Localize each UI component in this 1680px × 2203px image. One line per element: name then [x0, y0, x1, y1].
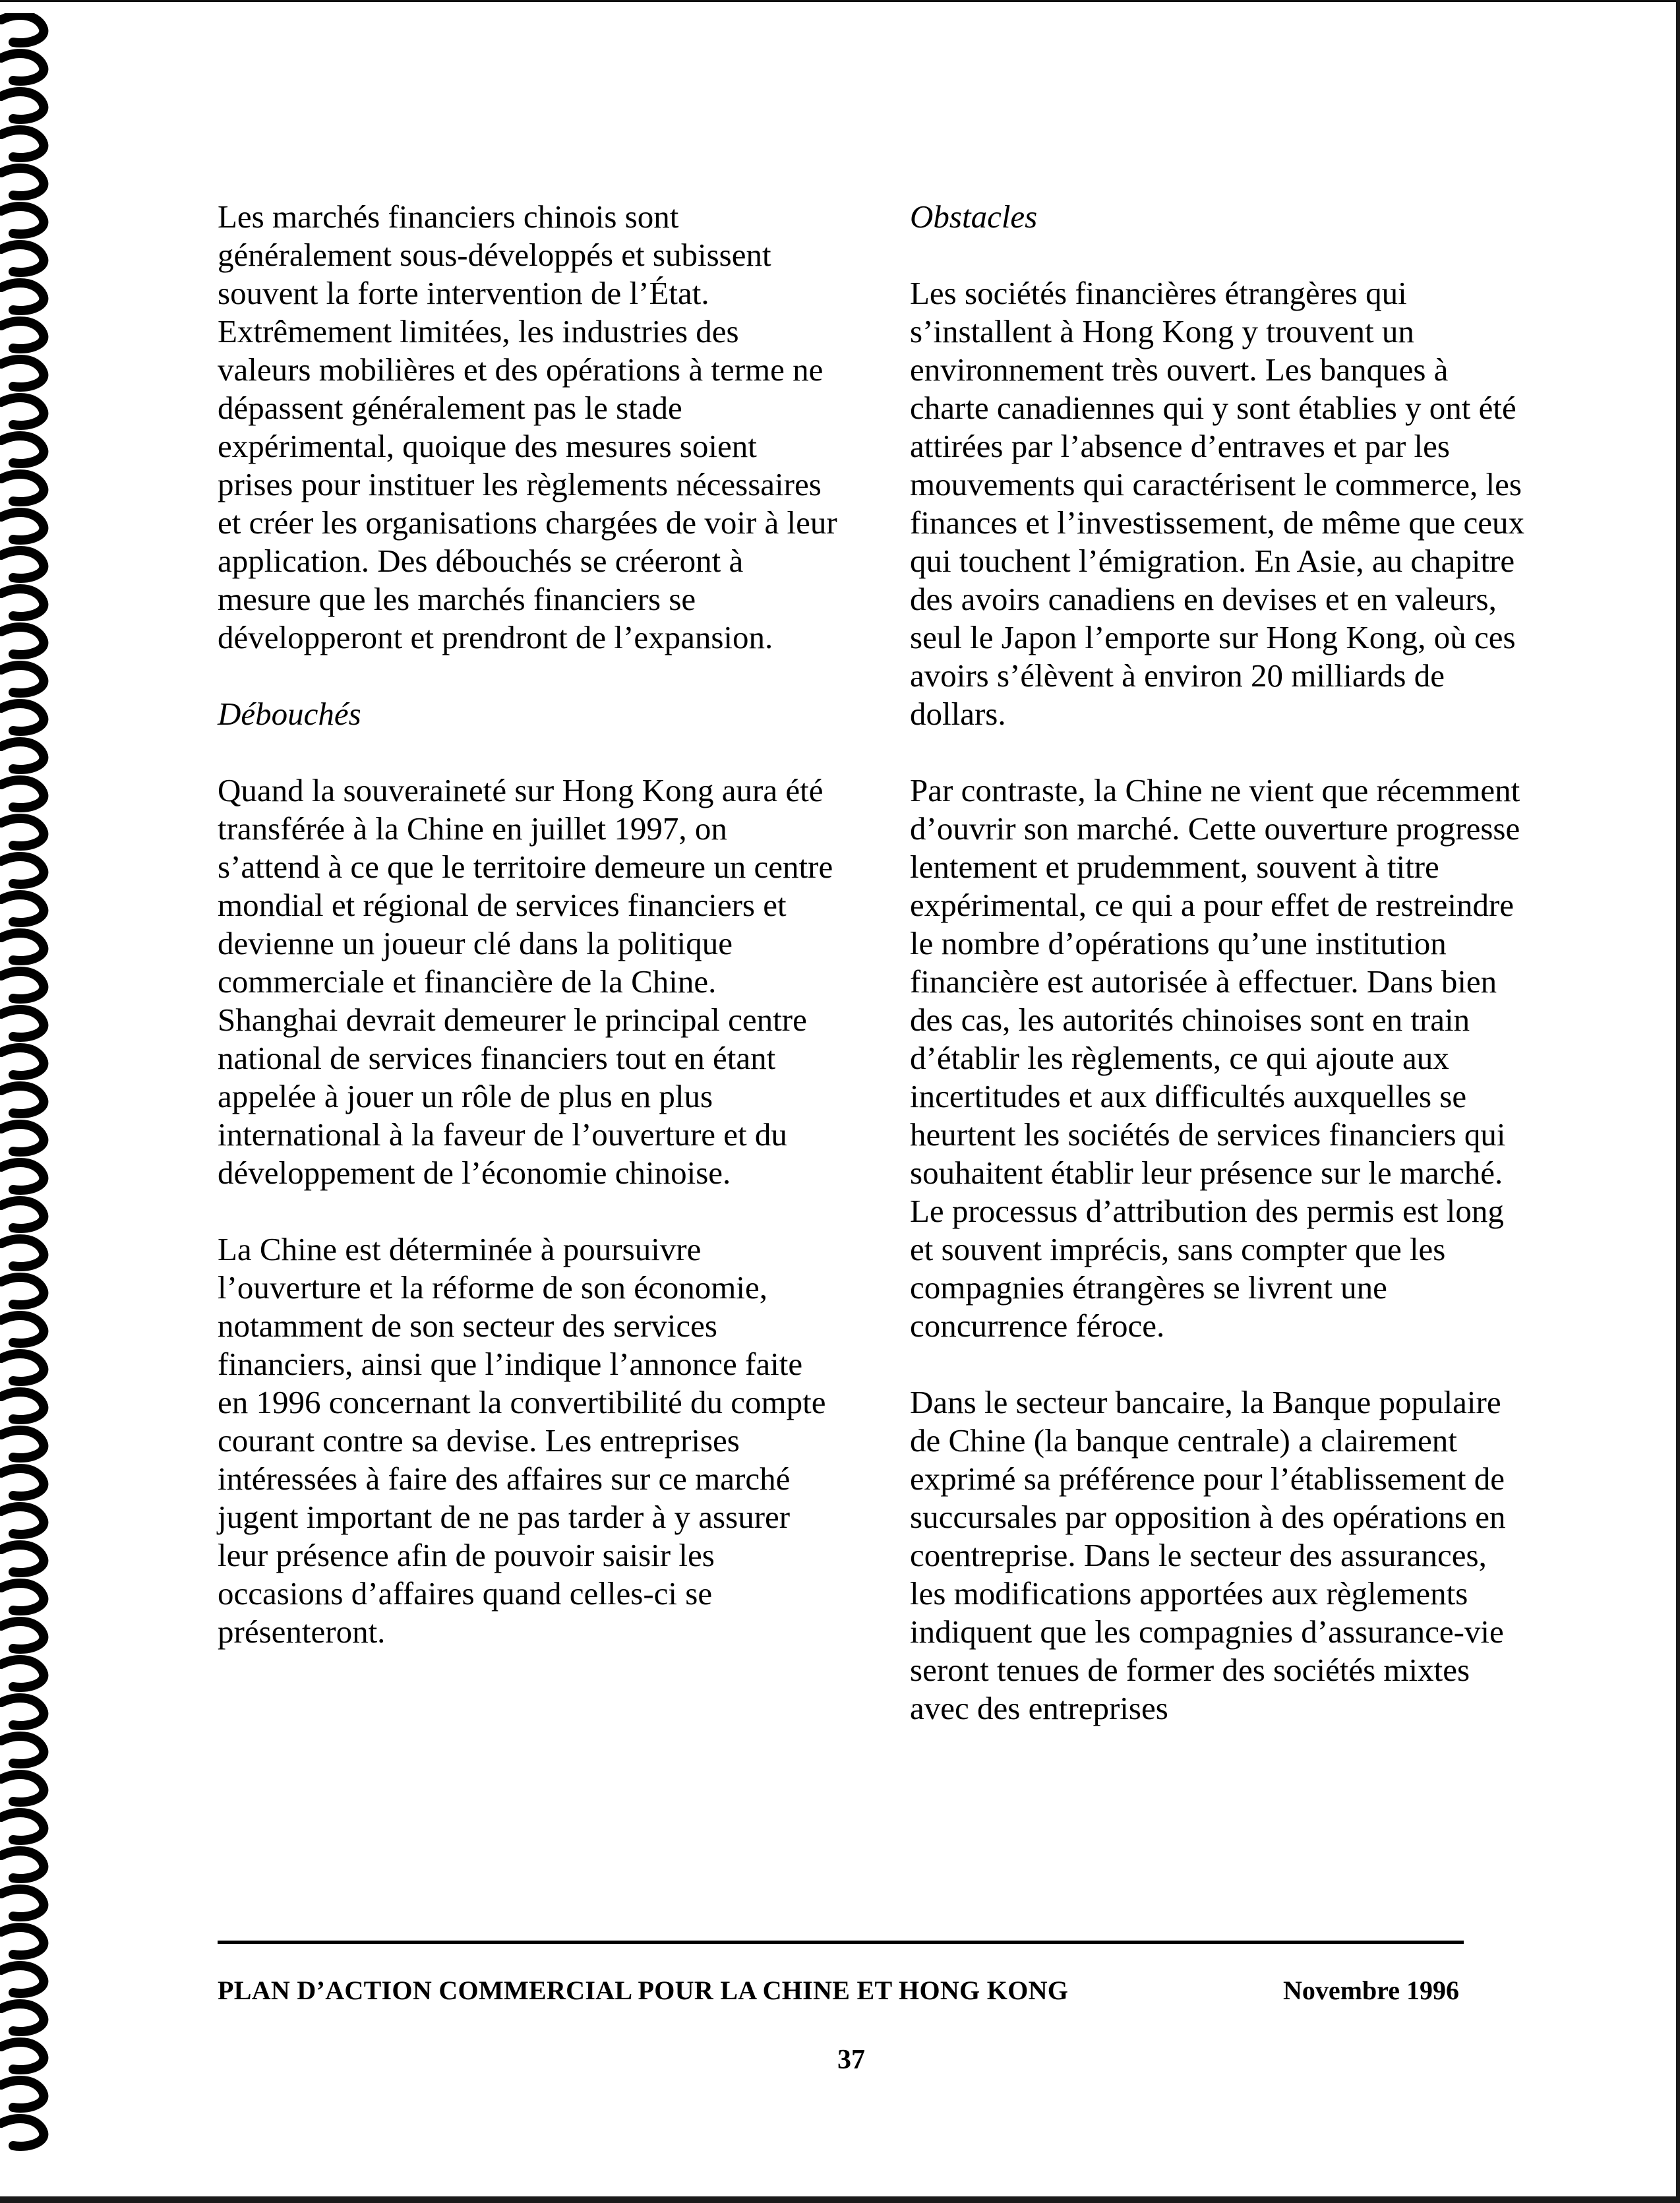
- paragraph-souverainete: Quand la souveraineté sur Hong Kong aura été transférée à la Chine en juillet 1997, on s’attend à ce que le territoire demeure un centre mondial et régional de services financiers et devienne un joueur clé dans la politique commerciale et financière de la Chine. Shanghai devrait demeurer le principal centre national de services financiers tout en étant appelée à jouer un rôle de plus en plus international à la faveur de l’ouverture et du développement de l’économie chinoise.: [218, 772, 833, 1191]
- binding-coil: [1, 130, 44, 158]
- paragraph-secteur-bancaire: Dans le secteur bancaire, la Banque populaire de Chine (la banque centrale) a clairement exprimé sa préférence pour l’établissement de succursales par opposition à des opérations en coentreprise. Dans le secteur des assurances, les modifications apportées aux règlements indiquent que les compagnies d’assurance-vie seront tenues de former des sociétés mixtes avec des entreprises: [910, 1384, 1506, 1726]
- binding-coil: [1, 1813, 44, 1840]
- binding-coil: [1, 1354, 44, 1381]
- binding-hole: [23, 1019, 30, 1025]
- binding-hole: [23, 2013, 30, 2020]
- binding-hole: [23, 1172, 30, 1178]
- binding-hole: [23, 483, 30, 490]
- binding-hole: [23, 1439, 30, 1446]
- binding-hole: [23, 828, 30, 834]
- binding-hole: [23, 1822, 30, 1828]
- binding-coil: [1, 283, 44, 311]
- page-top-edge: [0, 0, 1680, 9]
- spiral-binding-icon: [0, 13, 53, 2189]
- binding-hole: [23, 1975, 30, 1981]
- binding-coil: [1, 704, 44, 731]
- paragraph-societes-financieres: Les sociétés financières étrangères qui s’installent à Hong Kong y trouvent un environnement très ouvert. Les banques à charte canadiennes qui y sont établies y ont été attirées par l’absence d’entraves et par les mouvements qui caractérisent le commerce, les finances et l’investissement, de même que ceux qui touchent l’émigration. En Asie, au chapitre des avoirs canadiens en devises et en valeurs, seul le Japon l’emporte sur Hong Kong, où ces avoirs s’élèvent à environ 20 milliards de dollars.: [910, 275, 1525, 732]
- binding-hole: [23, 2128, 30, 2134]
- binding-coil: [1, 627, 44, 655]
- binding-coil: [1, 1010, 44, 1037]
- binding-coil: [1, 245, 44, 272]
- page-bottom-edge: [0, 2196, 1680, 2203]
- binding-hole: [23, 1133, 30, 1140]
- binding-coil: [1, 1889, 44, 1917]
- binding-hole: [23, 713, 30, 719]
- binding-coil: [1, 168, 44, 196]
- binding-coil: [1, 742, 44, 770]
- binding-coil: [1, 2004, 44, 2032]
- binding-hole: [23, 522, 30, 528]
- binding-hole: [23, 789, 30, 796]
- binding-coil: [1, 92, 44, 119]
- binding-coil: [1, 2042, 44, 2070]
- binding-hole: [23, 1707, 30, 1714]
- binding-coil: [1, 474, 44, 502]
- section-heading-debouches: Débouchés: [218, 696, 361, 732]
- binding-hole: [23, 2090, 30, 2096]
- binding-hole: [23, 1095, 30, 1102]
- binding-hole: [23, 2051, 30, 2058]
- binding-hole: [23, 407, 30, 413]
- binding-hole: [23, 1860, 30, 1867]
- left-column: [218, 198, 837, 1689]
- binding-coil: [1, 1736, 44, 1764]
- binding-hole: [23, 24, 30, 31]
- binding-coil: [1, 2080, 44, 2108]
- binding-coil: [1, 818, 44, 846]
- binding-coil: [1, 1239, 44, 1267]
- binding-coil: [1, 1315, 44, 1343]
- binding-hole: [23, 1554, 30, 1561]
- binding-hole: [23, 1669, 30, 1675]
- page-number: 37: [837, 2045, 865, 2075]
- binding-coil: [1, 1927, 44, 1955]
- binding-coil: [1, 1124, 44, 1152]
- binding-hole: [23, 866, 30, 872]
- binding-coil: [1, 1468, 44, 1496]
- binding-hole: [23, 1516, 30, 1523]
- binding-coil: [1, 1086, 44, 1114]
- binding-hole: [23, 751, 30, 758]
- binding-hole: [23, 63, 30, 69]
- binding-hole: [23, 330, 30, 337]
- binding-coil: [1, 1162, 44, 1190]
- binding-coil: [1, 1583, 44, 1611]
- binding-coil: [1, 206, 44, 234]
- binding-hole: [23, 1210, 30, 1217]
- binding-hole: [23, 981, 30, 987]
- binding-hole: [23, 216, 30, 222]
- binding-hole: [23, 904, 30, 911]
- binding-coil: [1, 321, 44, 349]
- binding-coil: [1, 1201, 44, 1228]
- page-right-edge: [1676, 0, 1680, 2203]
- binding-hole: [23, 1478, 30, 1484]
- binding-hole: [23, 254, 30, 260]
- footer-title: PLAN D’ACTION COMMERCIAL POUR LA CHINE ET HONG KONG: [218, 1976, 1069, 2005]
- binding-hole: [23, 369, 30, 375]
- binding-coil: [1, 1545, 44, 1573]
- footer-rule: [218, 1941, 1464, 1944]
- binding-coil: [1, 53, 44, 81]
- binding-hole: [23, 1631, 30, 1637]
- section-heading-obstacles: Obstacles: [910, 198, 1038, 235]
- binding-coil: [1, 1851, 44, 1879]
- binding-coil: [1, 1048, 44, 1075]
- binding-coil: [1, 1966, 44, 1993]
- binding-hole: [23, 1325, 30, 1331]
- binding-hole: [23, 101, 30, 107]
- binding-coil: [1, 1774, 44, 1802]
- binding-hole: [23, 636, 30, 643]
- binding-coil: [1, 971, 44, 999]
- paragraph-marches-financiers: Les marchés financiers chinois sont généralement sous-développés et subissent souvent la forte intervention de l’État. Extrêmement limitées, les industries des valeurs mobilières et des opérations à terme ne dépassent généralement pas le stade expérimental, quoique des mesures soient prises pour instituer les règlements nécessaires et créer les organisations chargées de voir à leur application. Des débouchés se créeront à mesure que les marchés financiers se développeront et prendront de l’expansion.: [218, 198, 837, 655]
- binding-coil: [1, 1430, 44, 1458]
- binding-hole: [23, 942, 30, 949]
- binding-hole: [23, 560, 30, 566]
- binding-coil: [1, 665, 44, 693]
- binding-coil: [1, 933, 44, 961]
- binding-coil: [1, 2119, 44, 2146]
- binding-coil: [1, 436, 44, 464]
- binding-hole: [23, 445, 30, 452]
- binding-hole: [23, 675, 30, 681]
- binding-coil: [1, 359, 44, 387]
- binding-hole: [23, 177, 30, 184]
- binding-hole: [23, 1592, 30, 1599]
- binding-hole: [23, 1363, 30, 1370]
- binding-coil: [1, 857, 44, 884]
- binding-coil: [1, 551, 44, 578]
- binding-coil: [1, 398, 44, 425]
- binding-hole: [23, 1898, 30, 1905]
- right-column: [910, 198, 1530, 1766]
- binding-hole: [23, 1286, 30, 1293]
- binding-coil: [1, 15, 44, 43]
- binding-coil: [1, 1660, 44, 1687]
- binding-coil: [1, 512, 44, 540]
- binding-coil: [1, 589, 44, 617]
- binding-coil: [1, 1277, 44, 1305]
- footer-date: Novembre 1996: [1283, 1976, 1459, 2005]
- binding-hole: [23, 1401, 30, 1408]
- binding-hole: [23, 598, 30, 605]
- binding-hole: [23, 1784, 30, 1790]
- binding-coil: [1, 1698, 44, 1726]
- binding-hole: [23, 1745, 30, 1752]
- binding-hole: [23, 1057, 30, 1064]
- binding-hole: [23, 292, 30, 299]
- binding-coil: [1, 895, 44, 922]
- paragraph-par-contraste: Par contraste, la Chine ne vient que récemment d’ouvrir son marché. Cette ouverture progresse lentement et prudemment, souvent à titre expérimental, ce qui a pour effet de restreindre le nombre d’opérations qu’une institution financière est autorisée à effectuer. Dans bien des cas, les autorités chinoises sont en train d’établir les règlements, ce qui ajoute aux incertitudes et aux difficultés auxquelles se heurtent les sociétés de services financiers qui souhaitent établir leur présence sur le marché. Le processus d’attribution des permis est long et souvent imprécis, sans compter que les compagnies étrangères se livrent une concurrence féroce.: [910, 772, 1520, 1344]
- binding-coil: [1, 780, 44, 808]
- binding-hole: [23, 139, 30, 146]
- binding-coil: [1, 1621, 44, 1649]
- binding-coil: [1, 1392, 44, 1420]
- binding-hole: [23, 1937, 30, 1943]
- paragraph-chine-determinee: La Chine est déterminée à poursuivre l’ouverture et la réforme de son économie, notamment de son secteur des services financiers, ainsi que l’indique l’annonce faite en 1996 concernant la convertibilité du compte courant contre sa devise. Les entreprises intéressées à faire des affaires sur ce marché jugent important de ne pas tarder à y assurer leur présence afin de pouvoir saisir les occasions d’affaires quand celles-ci se présenteront.: [218, 1231, 826, 1650]
- binding-hole: [23, 1248, 30, 1255]
- binding-coil: [1, 1507, 44, 1534]
